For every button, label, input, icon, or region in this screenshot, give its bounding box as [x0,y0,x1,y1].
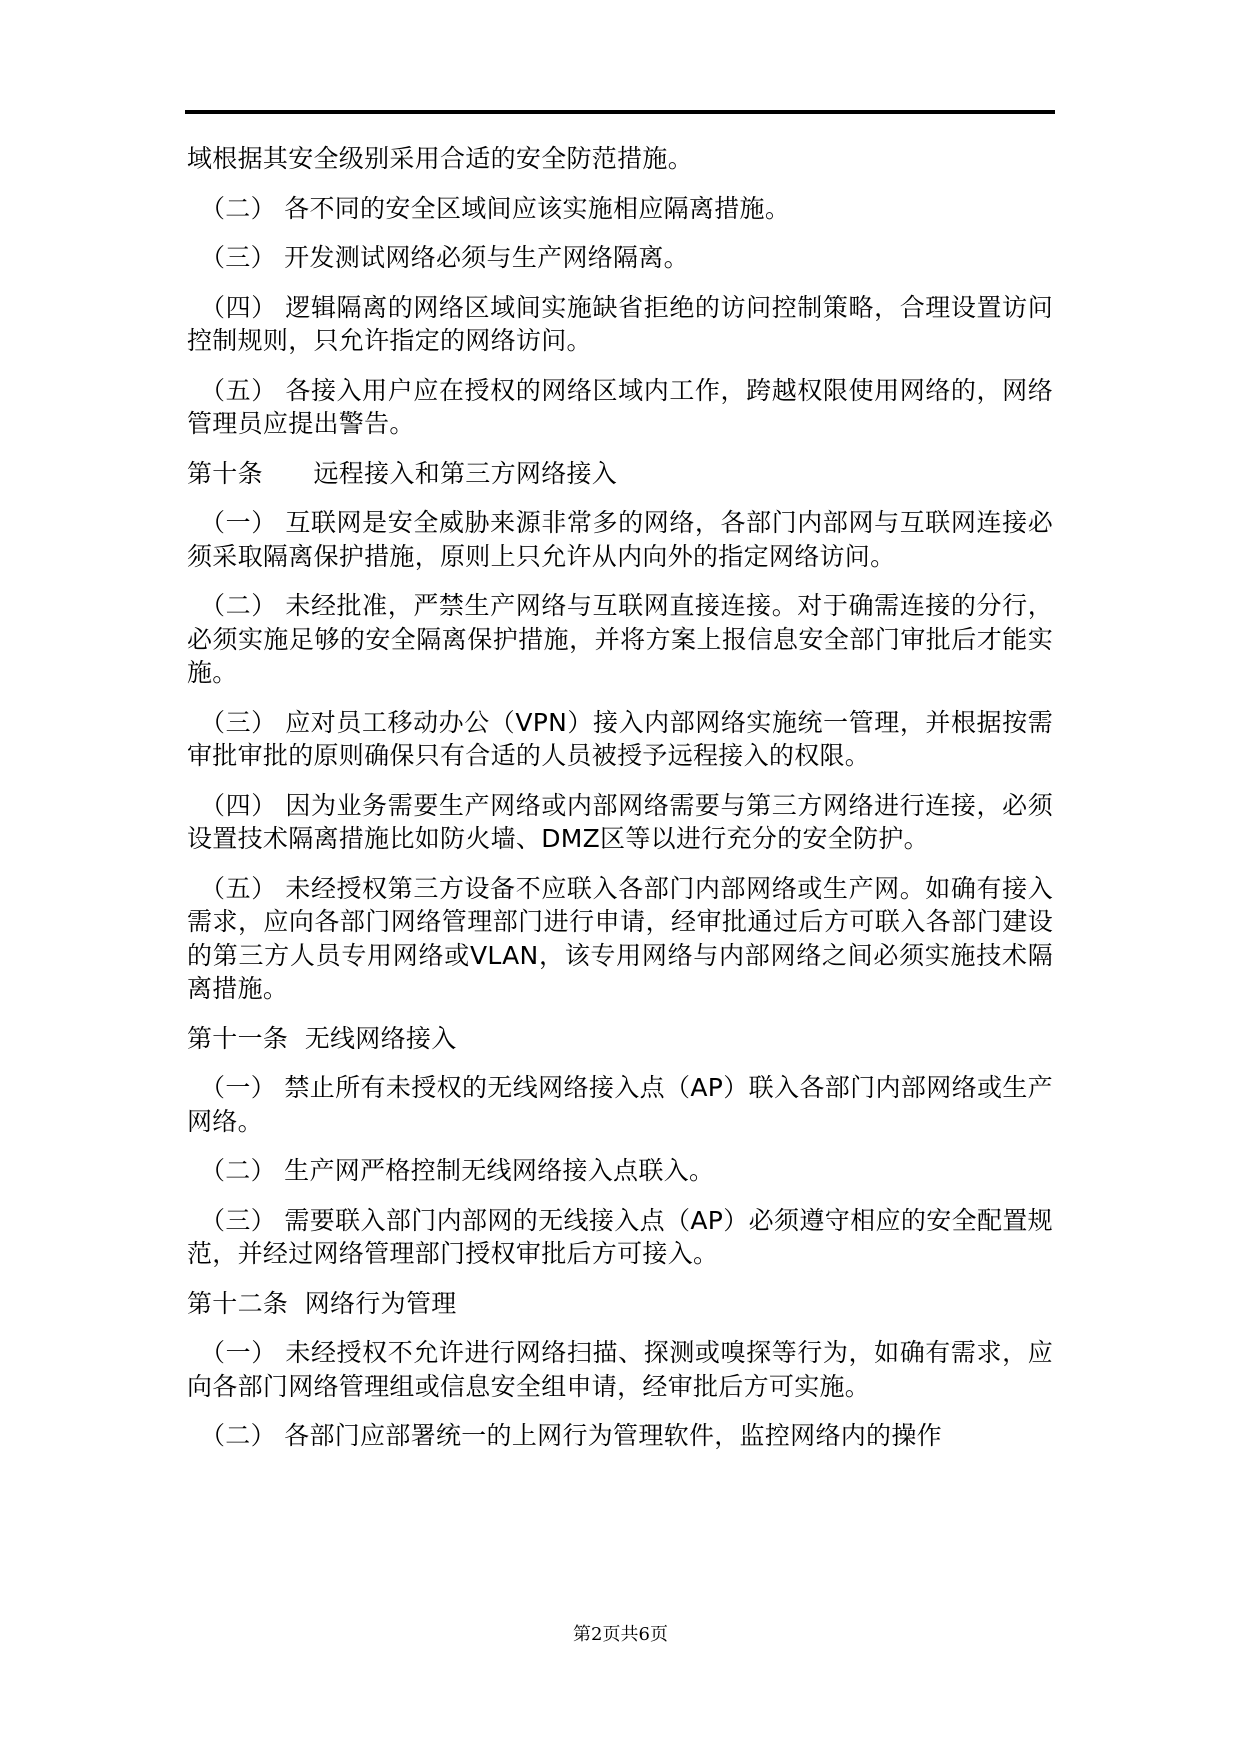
clause-paragraph: （一） 禁止所有未授权的无线网络接入点（AP）联入各部门内部网络或生产网络。 [187,1073,1053,1136]
article-heading: 第十一条 无线网络接入 [187,1023,457,1053]
clause-paragraph: （四） 逻辑隔离的网络区域间实施缺省拒绝的访问控制策略，合理设置访问控制规则，只允许指定的网络访问。 [187,292,1053,355]
clause-paragraph: （二） 各不同的安全区域间应该实施相应隔离措施。 [200,193,791,223]
clause-paragraph: （三） 需要联入部门内部网的无线接入点（AP）必须遵守相应的安全配置规范，并经过网络管理部门授权审批后方可接入。 [187,1205,1053,1268]
document-body [187,142,1053,1469]
article-heading: 第十二条 网络行为管理 [187,1288,457,1318]
page-number: 第2页共6页 [573,1624,668,1645]
clause-paragraph: （二） 未经批准，严禁生产网络与互联网直接连接。对于确需连接的分行，必须实施足够的安全隔离保护措施，并将方案上报信息安全部门审批后才能实施。 [187,591,1053,687]
article-heading: 第十条 远程接入和第三方网络接入 [187,458,618,488]
clause-paragraph: （一） 未经授权不允许进行网络扫描、探测或嗅探等行为，如确有需求，应向各部门网络管理组或信息安全组申请，经审批后方可实施。 [187,1338,1053,1401]
clause-paragraph: （五） 未经授权第三方设备不应联入各部门内部网络或生产网。如确有接入需求，应向各部门网络管理部门进行申请，经审批通过后方可联入各部门建设的第三方人员专用网络或VLAN，该专用网络与内部网络之间必须实施技术隔离措施。 [187,873,1053,1003]
clause-paragraph: （四） 因为业务需要生产网络或内部网络需要与第三方网络进行连接，必须设置技术隔离措施比如防火墙、DMZ区等以进行充分的安全防护。 [187,790,1053,853]
clause-paragraph: （五） 各接入用户应在授权的网络区域内工作，跨越权限使用网络的，网络管理员应提出警告。 [187,375,1053,438]
clause-paragraph: （二） 生产网严格控制无线网络接入点联入。 [200,1156,715,1185]
clause-paragraph: （二） 各部门应部署统一的上网行为管理软件，监控网络内的操作 [200,1421,942,1450]
clause-paragraph: （三） 开发测试网络必须与生产网络隔离。 [200,243,689,272]
clause-paragraph: （三） 应对员工移动办公（VPN）接入内部网络实施统一管理，并根据按需审批审批的原则确保只有合适的人员被授予远程接入的权限。 [187,707,1053,770]
continued-paragraph: 域根据其安全级别采用合适的安全防范措施。 [187,144,694,173]
header-rule [185,110,1055,114]
clause-paragraph: （一） 互联网是安全威胁来源非常多的网络，各部门内部网与互联网连接必须采取隔离保护措施，原则上只允许从内向外的指定网络访问。 [187,508,1053,571]
